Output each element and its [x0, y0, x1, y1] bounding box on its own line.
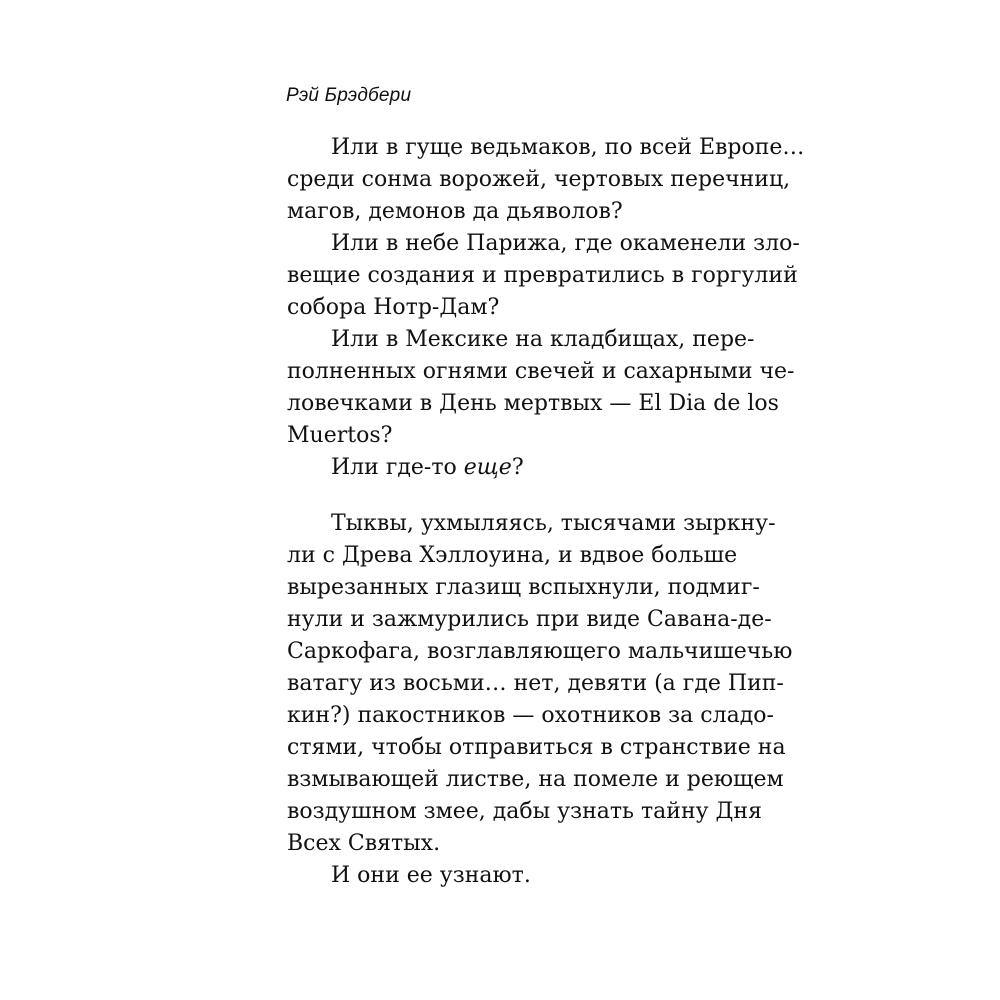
- text-line: ватагу из восьми… нет, девяти (а где Пип-: [287, 671, 784, 696]
- text-line: собора Нотр-Дам?: [287, 295, 500, 320]
- text-line: воздушном змее, дабы узнать тайну Дня: [287, 799, 762, 824]
- text-line: вырезанных глазищ вспыхнули, подмиг-: [287, 575, 760, 600]
- emphasized-word: еще: [463, 455, 512, 480]
- text-line: вещие создания и превратились в горгулий: [287, 263, 798, 288]
- running-head-author: Рэй Брэдбери: [286, 85, 412, 106]
- line-suffix: ?: [511, 455, 524, 480]
- text-line: Muertos?: [287, 423, 393, 448]
- text-line: Или в небе Парижа, где окаменели зло-: [331, 231, 800, 256]
- text-line: нули и зажмурились при виде Савана-де-: [287, 607, 772, 632]
- text-section-1: [287, 132, 805, 484]
- text-line: Всех Святых.: [287, 831, 441, 856]
- text-line: Или в гуще ведьмаков, по всей Европе…: [331, 135, 805, 160]
- text-line: Саркофага, возглавляющего мальчишечью: [287, 639, 793, 664]
- text-section-2: [287, 508, 793, 892]
- text-line: среди сонма ворожей, чертовых перечниц,: [287, 167, 791, 192]
- text-line: Или в Мексике на кладбищах, пере-: [331, 327, 755, 352]
- text-line: взмывающей листве, на помеле и реющем: [287, 767, 784, 792]
- text-line-with-emphasis: [287, 452, 737, 484]
- text-line: И они ее узнают.: [331, 863, 531, 888]
- text-line: ловечками в День мертвых — El Dia de los: [287, 391, 779, 416]
- text-line: полненных огнями свечей и сахарными че-: [287, 359, 795, 384]
- text-line: Тыквы, ухмыляясь, тысячами зыркну-: [331, 511, 776, 536]
- text-line: магов, демонов да дьяволов?: [287, 199, 623, 224]
- line-prefix: Или где-то: [331, 455, 464, 480]
- text-line: ли с Древа Хэллоуина, и вдвое больше: [287, 543, 738, 568]
- text-line: кин?) пакостников — охотников за сладо-: [287, 703, 774, 728]
- text-line: стями, чтобы отправиться в странствие на: [287, 735, 786, 760]
